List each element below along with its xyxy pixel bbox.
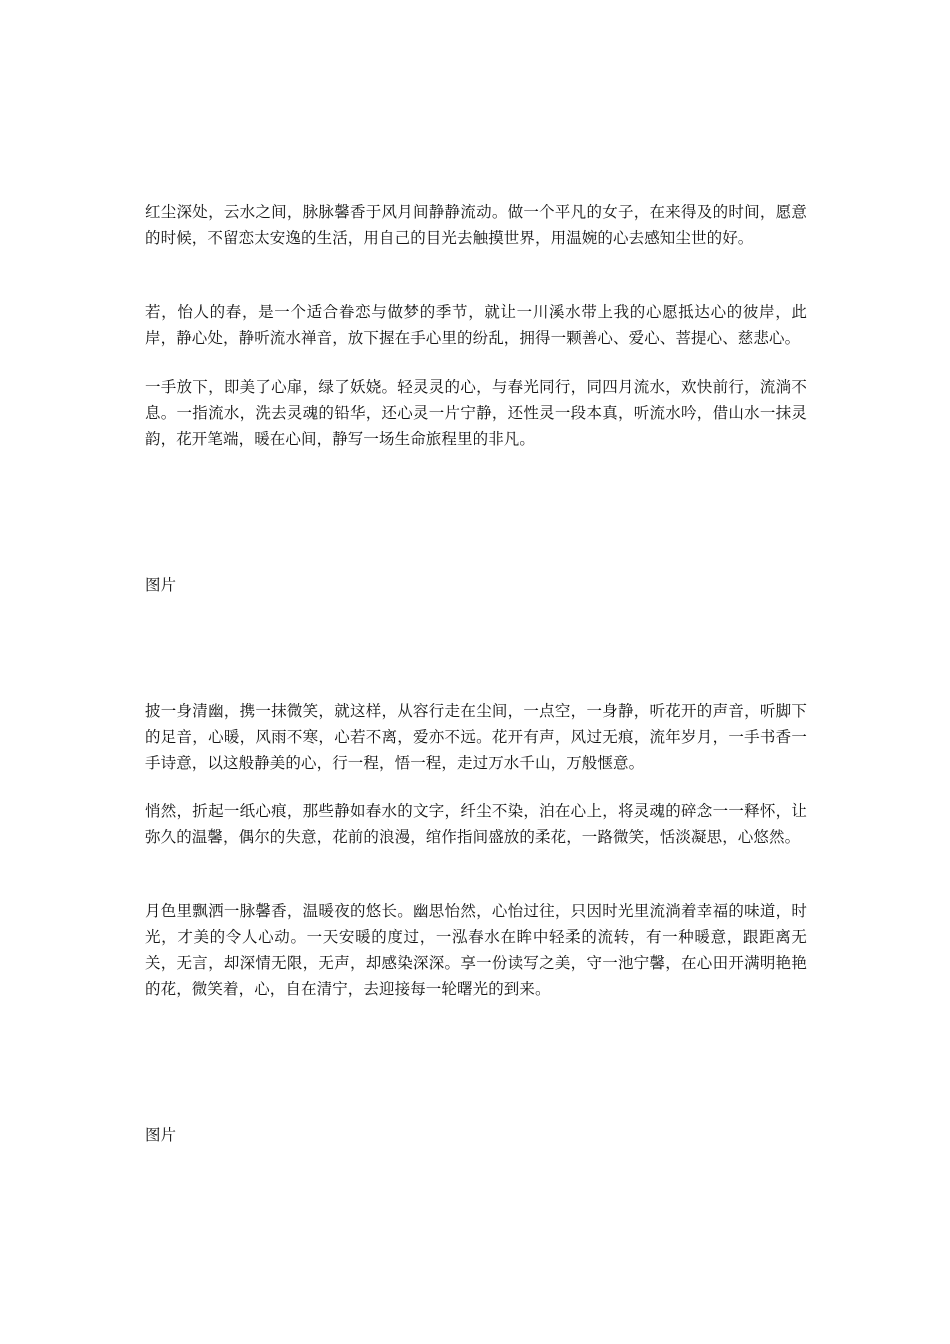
- paragraph-6: 月色里飘洒一脉馨香，温暖夜的悠长。幽思怡然，心怡过往，只因时光里流淌着幸福的味道，时光，才美的令人心动。一天安暖的度过，一泓春水在眸中轻柔的流转，有一种暖意，跟距离无关，无言，却深情无限，无声，却感染深深。享一份读写之美，守一池宁馨，在心田开满明艳艳的花，微笑着，心，自在清宁，去迎接每一轮曙光的到来。: [145, 902, 807, 998]
- paragraph-2: 若，怡人的春，是一个适合眷恋与做梦的季节，就让一川溪水带上我的心愿抵达心的彼岸，此岸，静心处，静听流水禅音，放下握在手心里的纷乱，拥得一颗善心、爱心、菩提心、慈悲心。: [145, 303, 807, 347]
- image-placeholder-caption-1: 图片: [145, 576, 177, 594]
- image-placeholder-caption-2: 图片: [145, 1126, 177, 1144]
- paragraph-1: 红尘深处，云水之间，脉脉馨香于风月间静静流动。做一个平凡的女子，在来得及的时间，愿意的时候，不留恋太安逸的生活，用自己的目光去触摸世界，用温婉的心去感知尘世的好。: [145, 203, 807, 247]
- paragraph-5: 悄然，折起一纸心痕，那些静如春水的文字，纤尘不染，泊在心上，将灵魂的碎念一一释怀，让弥久的温馨，偶尔的失意，花前的浪漫，绾作指间盛放的柔花，一路微笑，恬淡凝思，心悠然。: [145, 802, 807, 846]
- paragraph-4: 披一身清幽，携一抹微笑，就这样，从容行走在尘间，一点空，一身静，听花开的声音，听脚下的足音，心暖，风雨不寒，心若不离，爱亦不远。花开有声，风过无痕，流年岁月，一手书香一手诗意，以这般静美的心，行一程，悟一程，走过万水千山，万般惬意。: [145, 702, 807, 772]
- paragraph-3: 一手放下，即美了心扉，绿了妖娆。轻灵灵的心，与春光同行，同四月流水，欢快前行，流淌不息。一指流水，洗去灵魂的铅华，还心灵一片宁静，还性灵一段本真，听流水吟，借山水一抹灵韵，花开笔端，暖在心间，静写一场生命旅程里的非凡。: [145, 378, 807, 448]
